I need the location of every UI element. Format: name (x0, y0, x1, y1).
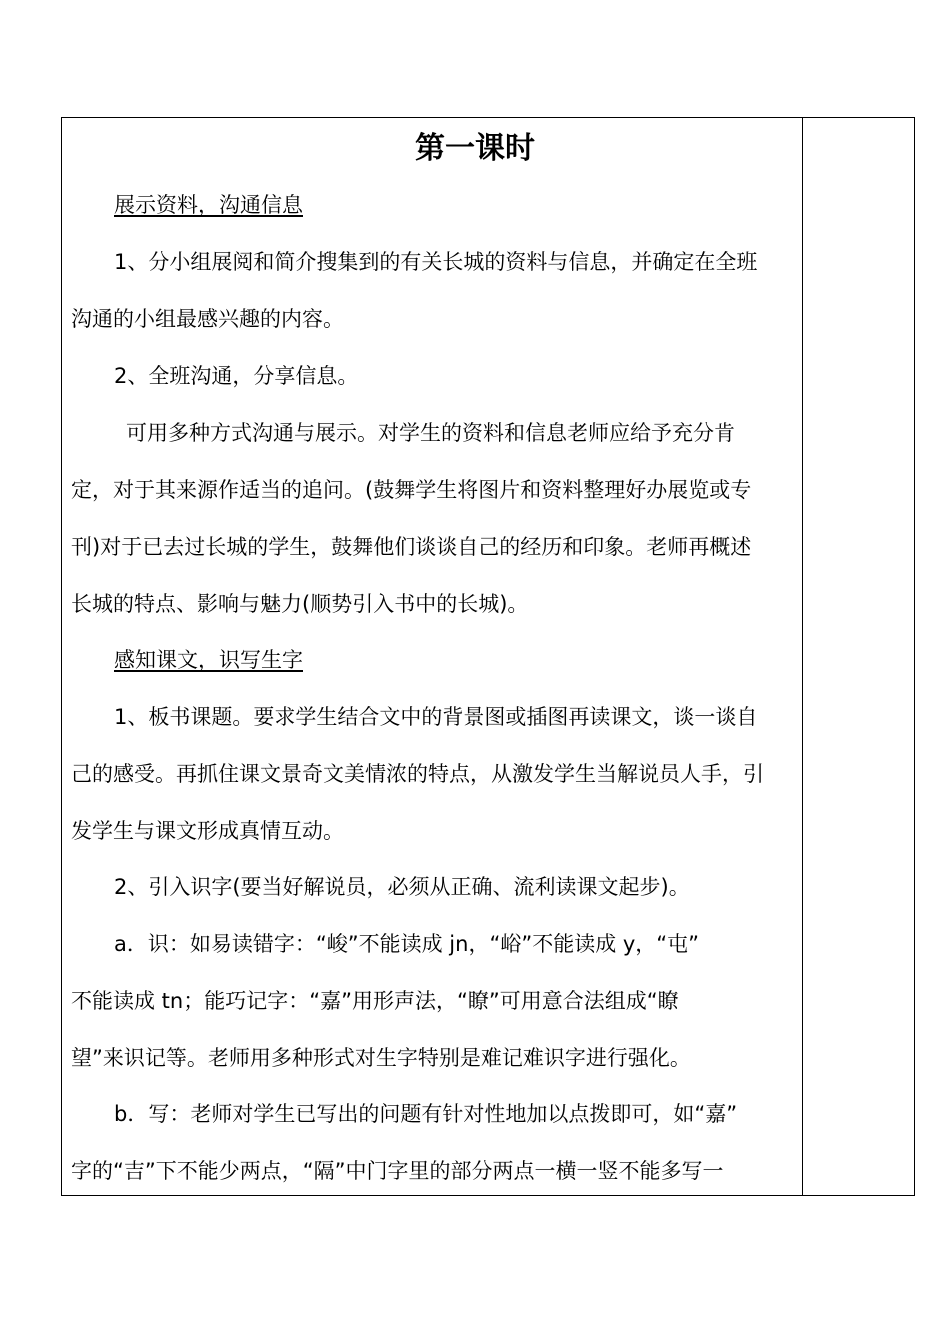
paragraph-line: 可用多种方式沟通与展示。对学生的资料和信息老师应给予充分肯 (126, 421, 735, 445)
paragraph-line: 定，对于其来源作适当的追问。(鼓舞学生将图片和资料整理好办展览或专 (71, 478, 752, 502)
paragraph-line: a．识：如易读错字：“峻”不能读成 jn，“峪”不能读成 y，“屯” (114, 932, 700, 956)
paragraph-line: 2、引入识字(要当好解说员，必须从正确、流利读课文起步)。 (114, 875, 690, 899)
lesson-title: 第一课时 (415, 131, 535, 166)
paragraph-line: 1、分小组展阅和简介搜集到的有关长城的资料与信息，并确定在全班 (114, 250, 758, 274)
paragraph-line: 2、全班沟通，分享信息。 (114, 364, 359, 388)
paragraph-line: 字的“吉”下不能少两点，“隔”中门字里的部分两点一横一竖不能多写一 (71, 1159, 724, 1183)
section-heading-show-materials: 展示资料，沟通信息 (114, 193, 303, 217)
paragraph-line: 刊)对于已去过长城的学生，鼓舞他们谈谈自己的经历和印象。老师再概述 (71, 535, 752, 559)
section-heading-perceive-text: 感知课文，识写生字 (114, 648, 303, 672)
paragraph-line: 发学生与课文形成真情互动。 (71, 819, 344, 843)
paragraph-line: 沟通的小组最感兴趣的内容。 (71, 307, 344, 331)
paragraph-line: b．写：老师对学生已写出的问题有针对性地加以点拨即可，如“嘉” (114, 1102, 738, 1126)
paragraph-line: 1、板书课题。要求学生结合文中的背景图或插图再读课文，谈一谈自 (114, 705, 758, 729)
paragraph-line: 长城的特点、影响与魅力(顺势引入书中的长城)。 (71, 592, 529, 616)
paragraph-line: 不能读成 tn；能巧记字：“嘉”用形声法，“瞭”可用意合法组成“瞭 (71, 989, 679, 1013)
paragraph-line: 己的感受。再抓住课文景奇文美情浓的特点，从激发学生当解说员人手，引 (71, 762, 764, 786)
paragraph-line: 望”来识记等。老师用多种形式对生字特别是难记难识字进行强化。 (71, 1046, 691, 1070)
notes-cell (803, 118, 914, 1195)
